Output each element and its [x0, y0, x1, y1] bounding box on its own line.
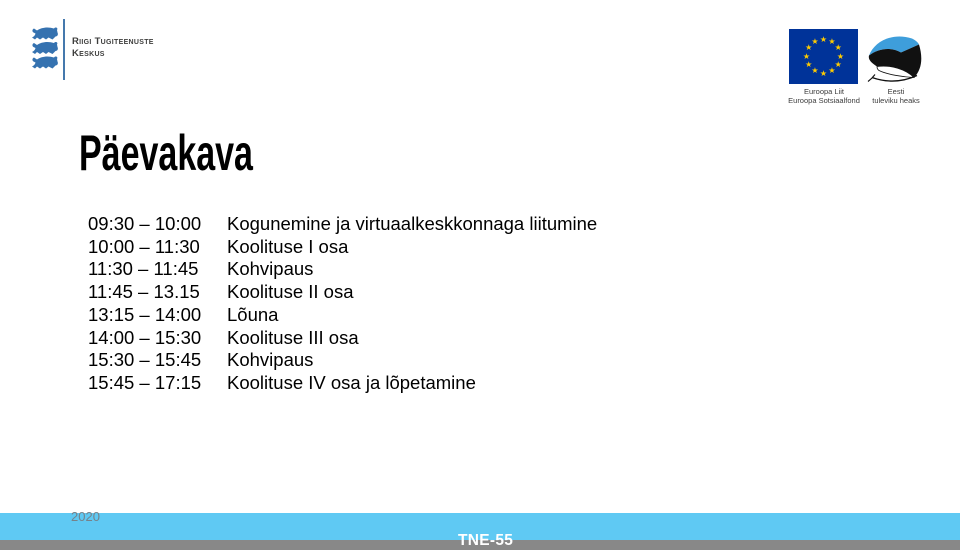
eu-caption-line1: Euroopa Liit: [803, 87, 845, 96]
schedule-activity: Lõuna: [227, 303, 279, 325]
eu-star-icon: ★: [811, 36, 819, 46]
schedule-row: [88, 349, 597, 372]
rtk-logo-text: [72, 36, 154, 60]
schedule-row: [88, 281, 597, 304]
schedule-time: 11:30 – 11:45: [88, 258, 199, 280]
footer-year: 2020: [71, 509, 100, 524]
schedule-row: [88, 236, 597, 259]
schedule-activity: Koolituse I osa: [227, 235, 349, 257]
schedule-row: [88, 372, 597, 395]
schedule-list: [88, 213, 597, 395]
schedule-row: [88, 304, 597, 327]
schedule-row: [88, 327, 597, 350]
eu-star-icon: ★: [805, 60, 813, 69]
eu-star-icon: ★: [834, 60, 842, 69]
footer-doc-code: TNE-55: [458, 532, 514, 549]
eu-flag-icon: [789, 29, 858, 84]
eu-star-icon: ★: [828, 66, 836, 76]
schedule-activity: Koolituse II osa: [227, 281, 354, 303]
eesti-logo-caption: [851, 87, 941, 105]
schedule-activity: Kohvipaus: [227, 258, 314, 280]
eu-caption-line2: Euroopa Sotsiaalfond: [788, 96, 860, 105]
estonia-swallow-flag-icon: [865, 31, 927, 85]
schedule-row: [88, 258, 597, 281]
eesti-caption-line1: Eesti: [887, 87, 905, 96]
schedule-activity: Kohvipaus: [227, 349, 314, 371]
schedule-activity: Koolituse IV osa ja lõpetamine: [227, 371, 476, 393]
schedule-time: 11:45 – 13.15: [88, 281, 200, 303]
eu-star-icon: ★: [828, 36, 836, 46]
schedule-time: 14:00 – 15:30: [88, 326, 202, 348]
rtk-name-line1: Riigi Tugiteenuste: [72, 36, 154, 47]
schedule-activity: Koolituse III osa: [227, 326, 359, 348]
eu-star-icon: ★: [819, 68, 828, 78]
schedule-activity: Kogunemine ja virtuaalkeskkonnaga liitumine: [227, 213, 598, 234]
eu-star-icon: ★: [805, 43, 813, 52]
eu-star-icon: ★: [802, 51, 811, 61]
eu-star-icon: ★: [834, 43, 842, 52]
schedule-time: 10:00 – 11:30: [88, 235, 200, 257]
estonia-coat-of-arms-icon: [30, 26, 60, 69]
schedule-time: 09:30 – 10:00: [88, 213, 202, 234]
eesti-caption-line2: tuleviku heaks: [872, 96, 920, 105]
eu-star-icon: ★: [836, 51, 845, 61]
schedule-time: 13:15 – 14:00: [88, 303, 202, 325]
schedule-time: 15:45 – 17:15: [88, 371, 202, 393]
schedule-row: [88, 213, 597, 236]
eu-star-icon: ★: [819, 34, 828, 44]
rtk-name-line2: Keskus: [72, 48, 105, 59]
logo-divider: [63, 19, 65, 80]
rtk-logo: [0, 0, 220, 100]
eu-star-icon: ★: [811, 66, 819, 76]
schedule-time: 15:30 – 15:45: [88, 349, 202, 371]
page-title: Päevakava: [79, 125, 253, 181]
